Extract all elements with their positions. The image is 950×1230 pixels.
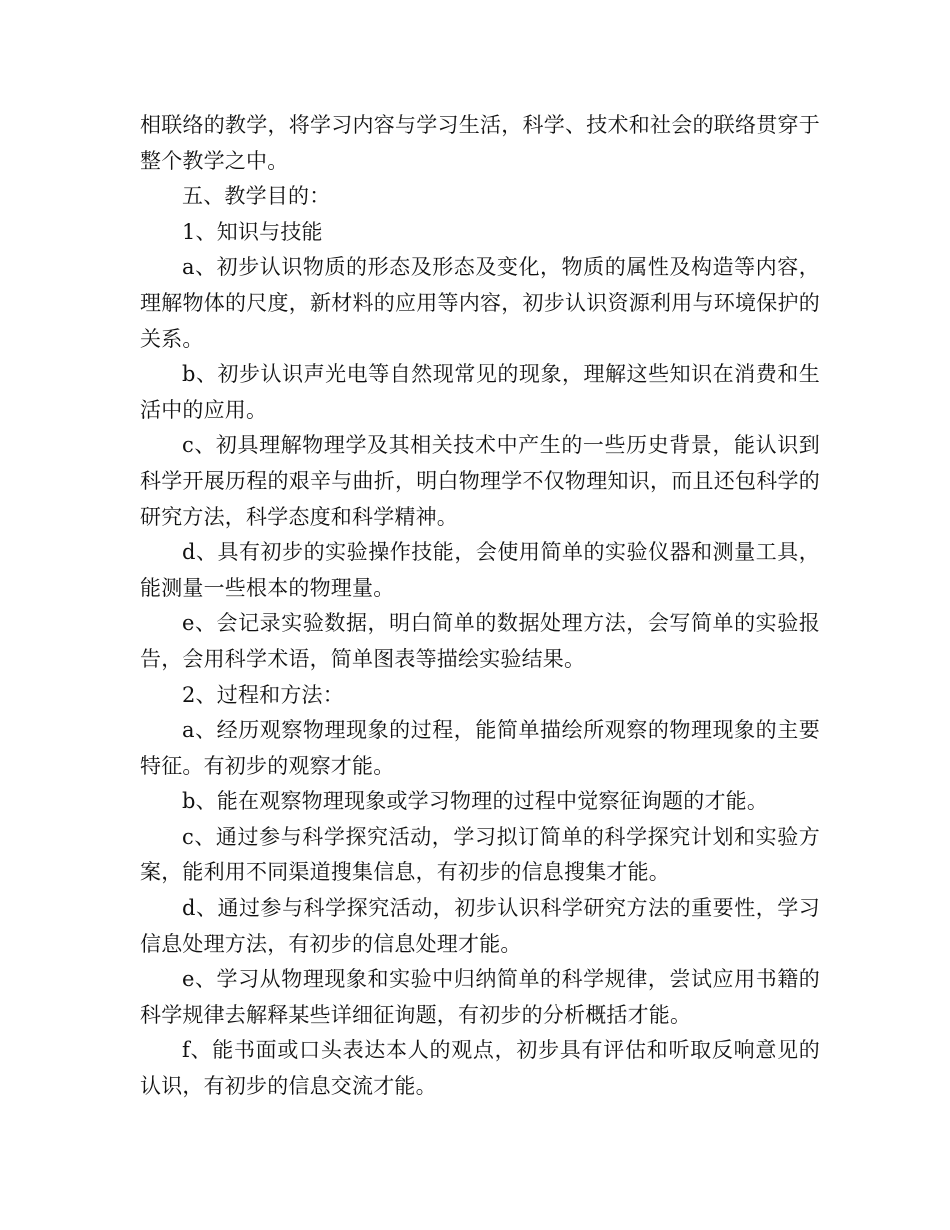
list-item-1d: d、具有初步的实验操作技能，会使用简单的实验仪器和测量工具，能测量一些根本的物理量。 xyxy=(140,540,820,600)
section-heading-teaching-goals: 五、教学目的： xyxy=(182,184,331,209)
list-item-1e: e、会记录实验数据，明白简单的数据处理方法，会写简单的实验报告，会用科学术语，简单图表等描绘实验结果。 xyxy=(140,611,820,671)
list-item-2d: d、通过参与科学探究活动，初步认识科学研究方法的重要性，学习信息处理方法，有初步的信息处理才能。 xyxy=(140,896,820,956)
list-item-2e: e、学习从物理现象和实验中归纳简单的科学规律，尝试应用书籍的科学规律去解释某些详细征询题，有初步的分析概括才能。 xyxy=(140,967,820,1027)
subsection-heading-knowledge-skills: 1、知识与技能 xyxy=(182,219,323,244)
list-item-1c: c、初具理解物理学及其相关技术中产生的一些历史背景，能认识到科学开展历程的艰辛与曲折，明白物理学不仅物理知识，而且还包科学的研究方法，科学态度和科学精神。 xyxy=(140,433,820,529)
subsection-heading-process-methods: 2、过程和方法： xyxy=(182,682,344,707)
list-item-2c: c、通过参与科学探究活动，学习拟订简单的科学探究计划和实验方案，能利用不同渠道搜集信息，有初步的信息搜集才能。 xyxy=(140,824,820,885)
paragraph-continuation: 相联络的教学，将学习内容与学习生活，科学、技术和社会的联络贯穿于整个教学之中。 xyxy=(140,113,820,173)
list-item-2b: b、能在观察物理现象或学习物理的过程中觉察征询题的才能。 xyxy=(182,789,769,814)
list-item-1b: b、初步认识声光电等自然现常见的现象，理解这些知识在消费和生活中的应用。 xyxy=(140,362,820,422)
list-item-1a: a、初步认识物质的形态及形态及变化，物质的属性及构造等内容，理解物体的尺度，新材料的应用等内容，初步认识资源利用与环境保护的关系。 xyxy=(140,255,820,351)
list-item-2f: f、能书面或口头表达本人的观点，初步具有评估和听取反响意见的认识，有初步的信息交流才能。 xyxy=(140,1038,820,1099)
list-item-2a: a、经历观察物理现象的过程，能简单描绘所观察的物理现象的主要特征。有初步的观察才能。 xyxy=(140,718,820,778)
document-body xyxy=(140,108,820,1105)
